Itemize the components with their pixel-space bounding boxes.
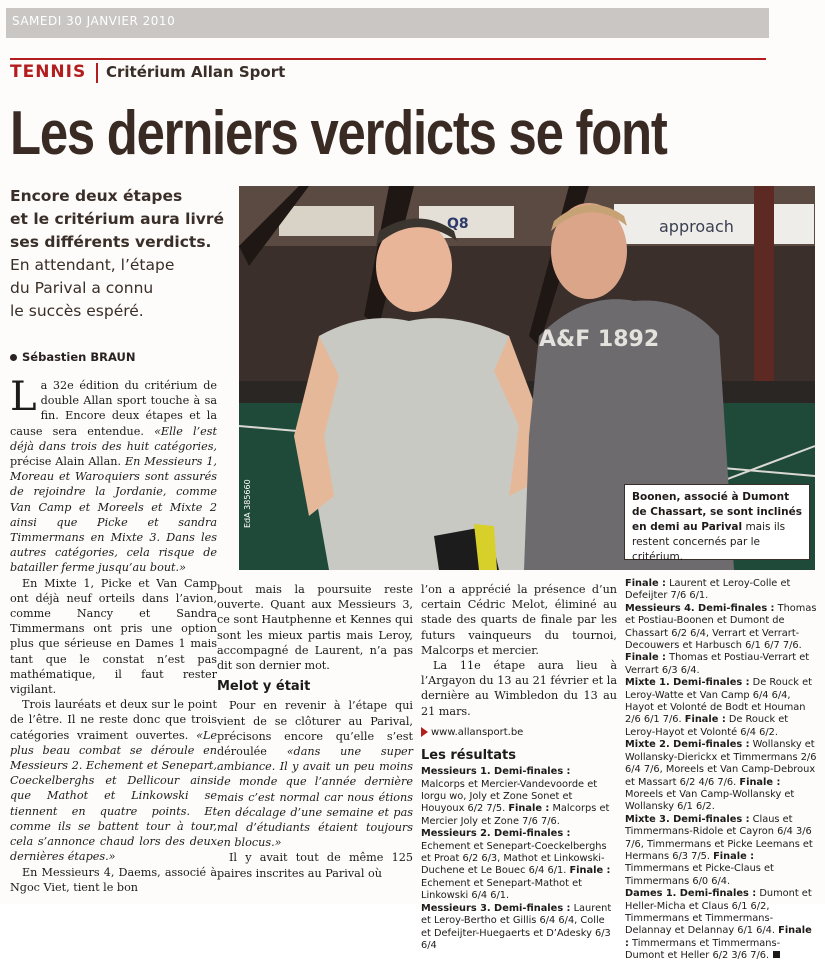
paragraph (10, 374, 218, 576)
arrow-icon (421, 727, 428, 737)
rubric-rule (10, 58, 766, 60)
article-column-3 (421, 582, 617, 952)
subhead: Melot y était (217, 679, 311, 695)
text-run: Trois lauréats et deux sur le point de l’être. Il ne reste donc que trois catégories vraiment ouvertes. (10, 698, 217, 742)
results-label: Finale : (625, 925, 812, 949)
results-label: Dames 1. Demi-finales : (625, 888, 757, 900)
results-text: De Rouck et Leroy-Watte et Van Camp 6/4 6/4, Hayot et Volonté de Bodt et Houman 2/6 6/1 7/6. (625, 677, 812, 726)
results-text: Wollansky et Wollansky-Dierickx et Timmermans 2/6 6/4 7/6, Moreels et Van Camp-Debroux et Massart 6/2 4/6 7/6. (625, 739, 817, 788)
caption-text: mais ils restent concernés par le critérium. (632, 521, 786, 563)
author-name: Sébastien BRAUN (22, 350, 136, 364)
results-label: Finale : (684, 714, 726, 726)
results-text: Thomas et Postiau-Boonen et Dumont de Chassart 6/2 6/4, Verrart et Verrart-Decouwers et Harbusch 6/1 6/7 7/6. (625, 602, 817, 652)
banner-text: Q8 (447, 216, 469, 232)
results-label: Finale : (713, 850, 755, 862)
banner-text: approach (659, 217, 734, 236)
issue-date: SAMEDI 30 JANVIER 2010 (12, 14, 176, 28)
results-text: Timmermans et Timmermans-Dumont et Heller 6/2 3/6 7/6. (625, 937, 781, 962)
results-label: Finale : (569, 865, 611, 877)
article-column-2 (217, 582, 413, 881)
paragraph: Il y avait tout de même 125 paires inscrites au Parival où (217, 851, 413, 880)
quote-run: En Messieurs 1, Moreau et Waroquiers sont assurés de rejoindre la Jordanie, comme Van Camp et Moreels et Mixte 2 ainsi que Picke et sandra Timmermans en Mixte 3. Dans les autres catégories, cela risque de batailler ferme jusqu’au bout.» (10, 455, 217, 575)
results-label: Finale : (625, 578, 666, 589)
results-text: Malcorps et Mercier Joly et Zone 7/6 7/6. (421, 803, 610, 827)
article-column-1 (10, 374, 218, 895)
paragraph: En Mixte 1, Picke et Van Camp ont déjà neuf orteils dans l’avion, comme Nancy et Sandra Timmermans ont pris une option plus que sérieuse en Dames 1 mais tant que le constat n’est pas mathématique, il faut rester vigilant. (10, 576, 217, 697)
results-text: Laurent et Leroy-Colle et Defeijter 7/6 6/1. (625, 578, 791, 602)
paragraph: l’on a apprécié la présence d’un certain Cédric Melot, éliminé au stade des quarts de finale par les futurs vainqueurs du tournoi, Malcorps et mercier. (421, 583, 617, 657)
intro-line: le succès espéré. (10, 302, 144, 320)
results-label: Mixte 3. Demi-finales : (625, 813, 750, 825)
results-label: Messieurs 3. Demi-finales : (421, 902, 571, 914)
article-headline: Les derniers verdicts se font (10, 99, 667, 168)
results-text: Dumont et Heller-Micha et Claus 6/1 6/2, Timmermans et Timmermans-Delannay et Delannay 6/1 6/4. (625, 888, 812, 937)
intro-line: En attendant, l’étape (10, 256, 175, 274)
text-run: précise Alain Allan. (10, 455, 125, 469)
section-subrubric: Critérium Allan Sport (106, 63, 286, 81)
quote-run: «Le plus beau combat se déroule en Messieurs 2. Echement et Senepart, Coeckelberghs et Dellicour ainsi que Mathot et Linkowski se tiennent en quatre points. Et comme ils se battent tour à tour, cela s’annonce chaud lors des deux dernières étapes.» (10, 728, 217, 864)
results-text: Claus et Timmermans-Ridole et Cayron 6/4 3/6 7/6, Timmermans et Picke Leemans et Hermans 6/3 7/5. (625, 813, 813, 862)
quote-run: «dans une super ambiance. Il y avait un peu moins de monde que l’année dernière mais c’est normal car nous étions en décalage d’une semaine et pas mal d’étudiants étaient toujours en blocus.» (217, 745, 413, 850)
results-text: Echement et Senepart-Mathot et Linkowski 6/4 6/1. (421, 877, 582, 902)
results-text: Moreels et Van Camp-Wollansky et Wollansky 6/1 6/2. (625, 788, 795, 813)
rubric-separator (96, 63, 98, 83)
caption-bold: Boonen, associé à Dumont de Chassart, se sont inclinés en demi au Parival (632, 491, 802, 533)
drop-cap: L (10, 374, 37, 420)
article-intro (10, 185, 235, 323)
results-label: Messieurs 1. Demi-finales : (421, 766, 571, 778)
results-column (625, 578, 817, 963)
bullet-icon (10, 354, 17, 361)
intro-line: du Parival a connu (10, 279, 154, 297)
results-block (421, 766, 617, 952)
results-label: Messieurs 2. Demi-finales : (421, 828, 571, 840)
results-text: Malcorps et Mercier-Vandevoorde et Iorgu wo, Joly et Zone Sonet et Houyoux 6/2 7/5. (421, 778, 598, 815)
photo-credit: EdA 385660 (243, 479, 252, 528)
results-label: Mixte 2. Demi-finales : (625, 739, 750, 751)
website-link-text[interactable]: www.allansport.be (431, 726, 524, 738)
intro-line: et le critérium aura livré (10, 210, 225, 228)
end-mark-icon (773, 951, 780, 958)
results-label: Finale : (508, 803, 550, 815)
paragraph: En Messieurs 4, Daems, associé à Ngoc Viet, tient le bon (10, 865, 217, 894)
section-rubric: TENNIS (10, 62, 87, 82)
text-run: a 32e édition du critérium de double Allan sport touche à sa fin. Encore deux étapes et la cause sera entendue. (10, 379, 217, 438)
photo-caption (624, 484, 810, 563)
shirt-logo: A&F 1892 (539, 327, 660, 352)
intro-line: ses différents verdicts. (10, 233, 212, 251)
results-text: Timmermans et Picke-Claus et Timmermans 6/0 6/4. (625, 863, 774, 887)
results-text: Thomas et Postiau-Verrart et Verrart 6/3 6/4. (625, 652, 810, 676)
paragraph: La 11e étape aura lieu à l’Argayon du 13 au 21 février et la dernière au Wimbledon du 13 au 21 mars. (421, 659, 617, 718)
intro-line: Encore deux étapes (10, 187, 183, 205)
byline (10, 350, 135, 364)
results-text: Echement et Senepart-Coeckelberghs et Proat 6/2 6/3, Mathot et Linkowski-Duchene et Le Bouec 6/4 6/1. (421, 840, 607, 877)
results-label: Messieurs 4. Demi-finales : (625, 602, 775, 614)
quote-run: «Elle l’est déjà dans trois des huit catégories, (10, 424, 218, 453)
paragraph (217, 698, 413, 850)
paragraph (10, 697, 217, 864)
results-label: Mixte 1. Demi-finales : (625, 677, 750, 689)
paragraph: bout mais la poursuite reste ouverte. Quant aux Messieurs 3, ce sont Hautphenne et Kennes qui sont les mieux partis mais Leroy, accompagné de Laurent, n’a pas dit son dernier mot. (217, 583, 413, 673)
results-label: Finale : (739, 776, 781, 788)
text-run: Pour en revenir à l’étape qui vient de se clôturer au Parival, précisons encore qu’elle s’est déroulée (217, 699, 413, 759)
results-text: De Rouck et Leroy-Hayot et Volonté 6/4 6/2. (625, 714, 789, 738)
results-title: Les résultats (421, 748, 516, 764)
results-label: Finale : (625, 652, 666, 664)
results-text: Laurent et Leroy-Bertho et Gillis 6/4 6/4, Colle et Defeijter-Huegaerts et D’Adesky 6/3 6/4 (421, 902, 612, 951)
website-link[interactable] (421, 725, 617, 740)
